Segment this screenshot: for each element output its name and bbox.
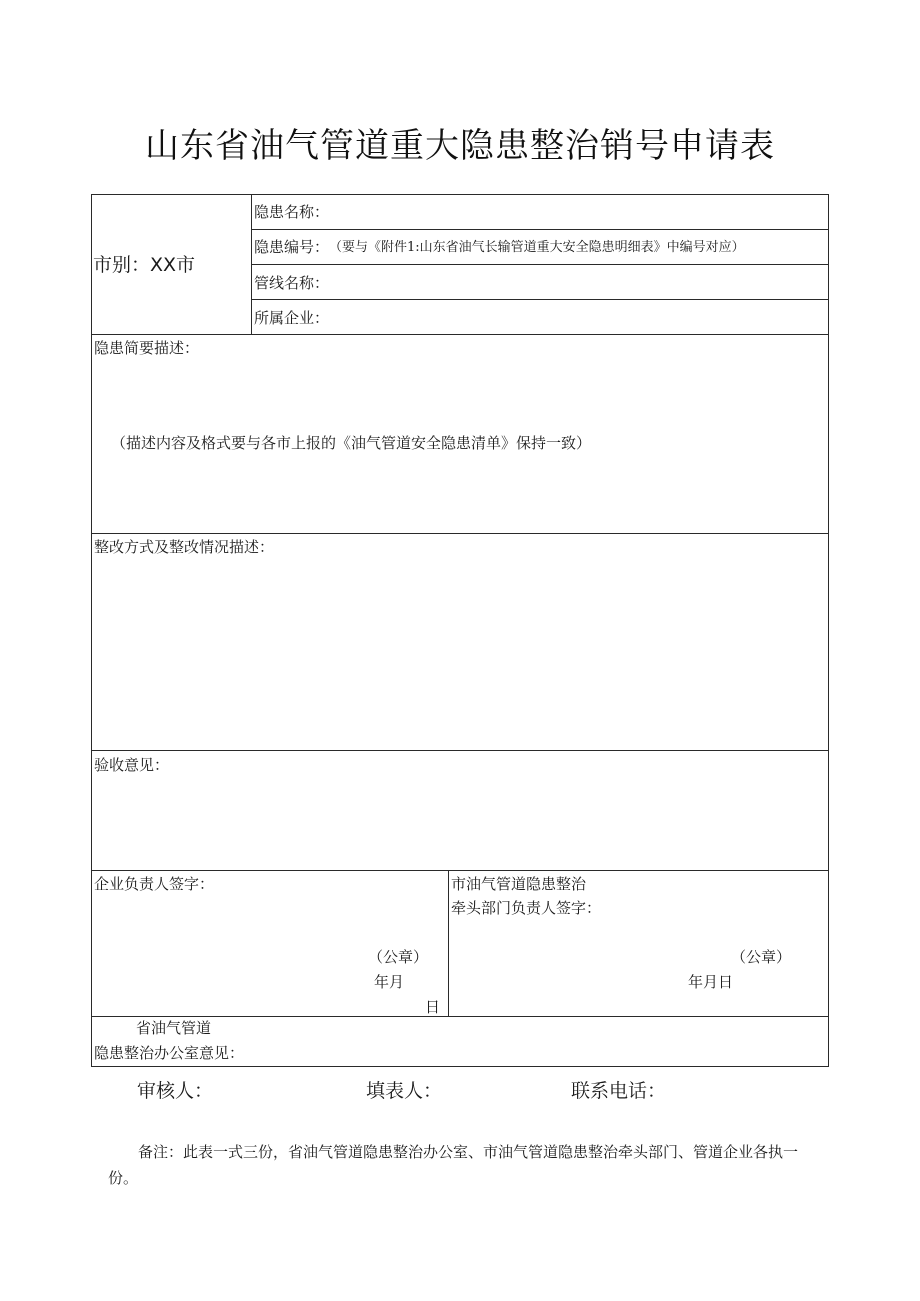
- row-divider: [251, 229, 829, 230]
- column-divider: [251, 194, 252, 335]
- city-label: 市别：XX市: [93, 254, 196, 276]
- phone-label: 联系电话：: [571, 1080, 667, 1102]
- hazard-number-field[interactable]: 隐患编号：: [254, 238, 330, 256]
- filler-label: 填表人：: [366, 1080, 443, 1102]
- enterprise-seal: （公章）: [368, 948, 429, 966]
- table-border-left: [91, 194, 92, 1067]
- city-date: 年月日: [688, 973, 734, 991]
- row-divider: [91, 1016, 829, 1017]
- table-border-bottom: [91, 1066, 829, 1067]
- column-divider: [448, 870, 449, 1017]
- province-opinion-label-1: 省油气管道: [136, 1019, 212, 1037]
- description-label: 隐患简要描述：: [94, 339, 200, 357]
- remark-text: 备注：此表一式三份，省油气管道隐患整治办公室、市油气管道隐患整治牵头部门、管道企业各执一份。: [108, 1143, 799, 1187]
- table-border-right: [828, 194, 829, 1067]
- row-divider: [251, 264, 829, 265]
- page-title: 山东省油气管道重大隐患整治销号申请表: [145, 126, 775, 166]
- pipeline-name-field[interactable]: 管线名称：: [254, 274, 330, 292]
- city-seal: （公章）: [731, 948, 792, 966]
- rectification-label: 整改方式及整改情况描述：: [94, 538, 275, 556]
- city-signature-label-1: 市油气管道隐患整治: [451, 875, 587, 893]
- row-divider: [91, 334, 829, 335]
- description-hint: （描述内容及格式要与各市上报的《油气管道安全隐患清单》保持一致）: [111, 434, 592, 452]
- row-divider: [91, 870, 829, 871]
- row-divider: [91, 750, 829, 751]
- enterprise-signature-label: 企业负责人签字：: [94, 875, 215, 893]
- hazard-name-field[interactable]: 隐患名称：: [254, 203, 330, 221]
- table-border-top: [91, 194, 829, 195]
- city-signature-label-2: 牵头部门负责人签字：: [451, 899, 602, 917]
- province-opinion-label-2: 隐患整治办公室意见：: [94, 1044, 245, 1062]
- reviewer-label: 审核人：: [137, 1080, 214, 1102]
- hazard-number-note: （要与《附件1:山东省油气长输管道重大安全隐患明细表》中编号对应）: [329, 240, 745, 255]
- row-divider: [251, 299, 829, 300]
- row-divider: [91, 533, 829, 534]
- enterprise-field[interactable]: 所属企业：: [254, 309, 330, 327]
- enterprise-date-ym: 年月: [374, 973, 405, 991]
- acceptance-label: 验收意见：: [94, 756, 170, 774]
- enterprise-date-day: 日: [425, 998, 441, 1016]
- remark-note: [108, 1139, 826, 1191]
